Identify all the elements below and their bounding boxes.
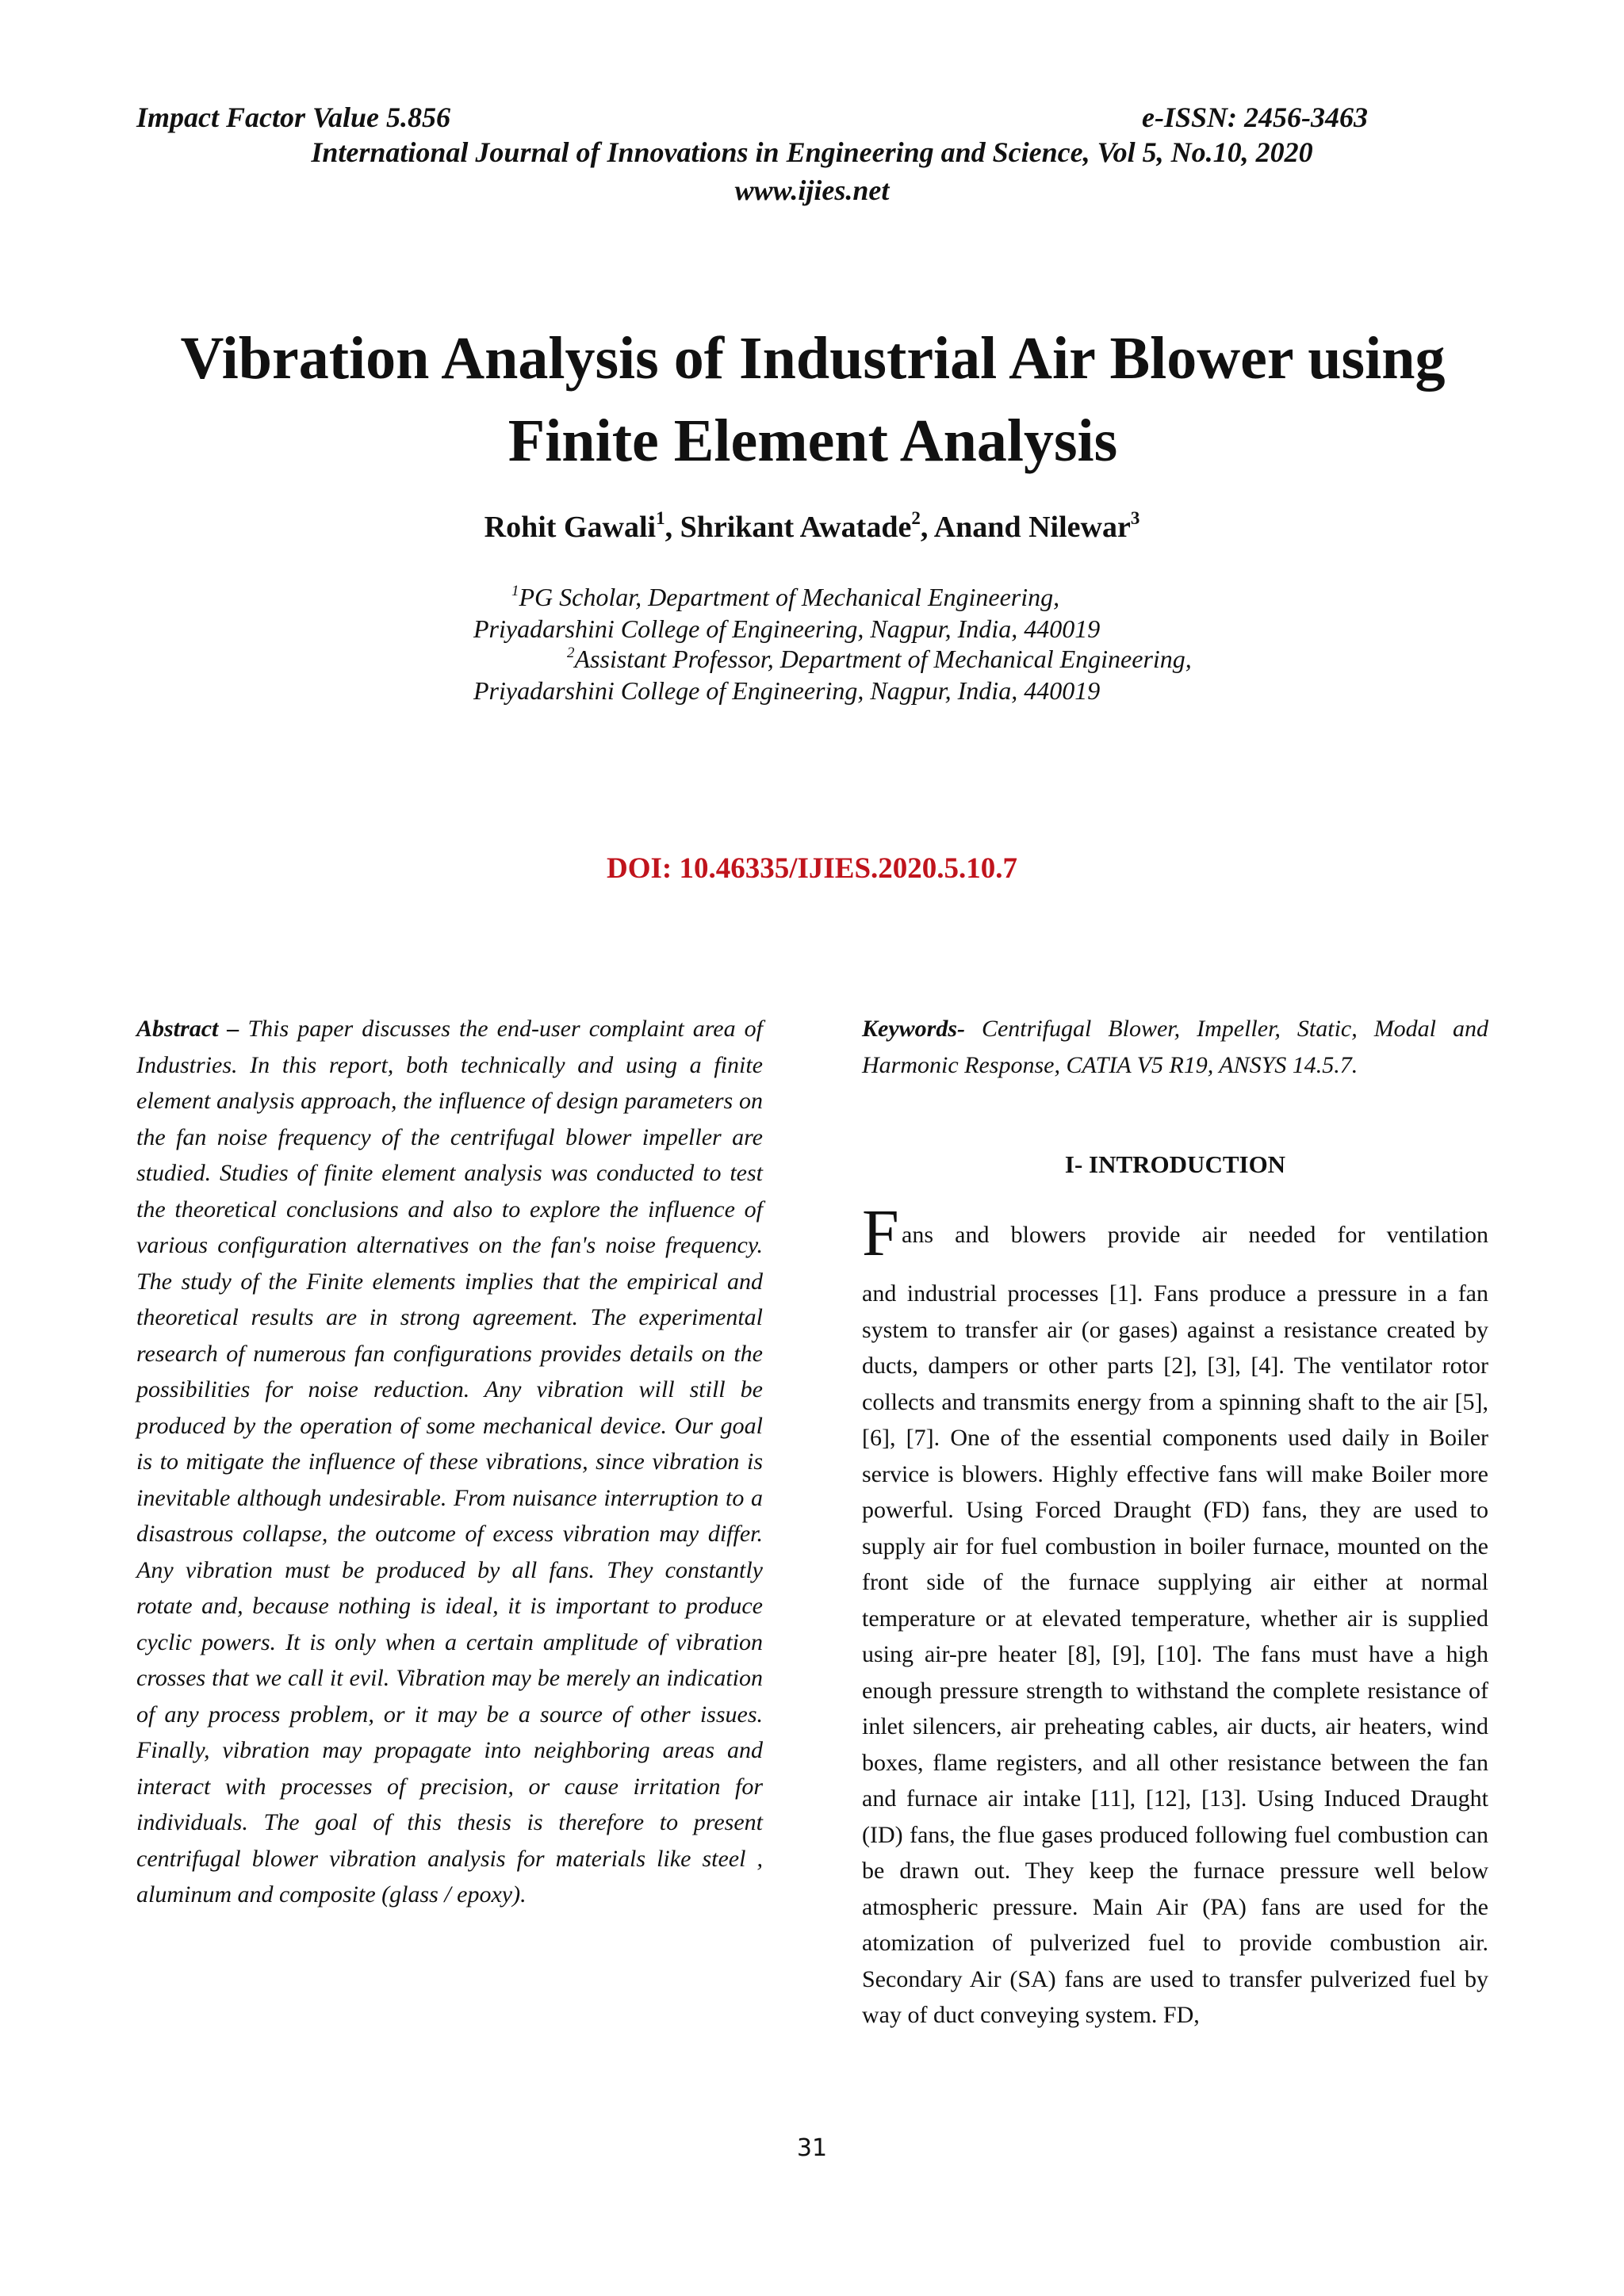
introduction-first-line-text: ans and blowers provide air needed for ventilation: [902, 1222, 1488, 1248]
paper-title: Vibration Analysis of Industrial Air Blower using Finite Element Analysis: [180, 325, 1446, 474]
author-separator: ,: [920, 511, 934, 544]
affiliation-1-line-1: [511, 582, 1059, 612]
affiliation-text: Assistant Professor, Department of Mechanical Engineering,: [574, 645, 1192, 673]
affiliation-mark: 1: [511, 583, 519, 599]
abstract-text: This paper discusses the end-user complaint area of Industries. In this report, both technically and using a finite element analysis approach, the influence of design parameters on the fan noise frequency of the centrifugal blower impeller are studied. Studies of finite element analysis was conducted to test the theoretical conclusions and also to explore the influence of various configuration alternatives on the fan's noise frequency. The study of the Finite elements implies that the empirical and theoretical results are in strong agreement. The experimental research of numerous fan configurations provides details on the possibilities for noise reduction. Any vibration will still be produced by the operation of some mechanical device. Our goal is to mitigate the influence of these vibrations, since vibration is inevitable although undesirable. From nuisance interruption to a disastrous collapse, the outcome of excess vibration may differ. Any vibration must be produced by all fans. They constantly rotate and, because nothing is ideal, it is important to produce cyclic powers. It is only when a certain amplitude of vibration crosses that we call it evil. Vibration may be merely an indication of any process problem, or it may be a source of other issues. Finally, vibration may propagate into neighboring areas and interact with processes of precision, or cause irritation for individuals. The goal of this thesis is therefore to present centrifugal blower vibration analysis for materials like steel , aluminum and composite (glass / epoxy).: [136, 1016, 764, 1908]
affiliation-1-line-2: Priyadarshini College of Engineering, Nagpur, India, 440019: [473, 614, 1101, 643]
introduction-paragraph: and industrial processes [1]. Fans produce a pressure in a fan system to transfer air (or gases) against a resistance created by ducts, dampers or other parts [2], [3], [4]. The ventilator rotor collects and transmits energy from a spinning shaft to the air [5], [6], [7]. One of the essential components used daily in Boiler service is blowers. Highly effective fans will make Boiler more powerful. Using Forced Draught (FD) fans, they are used to supply air for fuel combustion in boiler furnace, mounted on the front side of the furnace supplying air either at normal temperature or at elevated temperature, whether air is supplied using air-pre heater [8], [9], [10]. The fans must have a high enough pressure strength to withstand the complete resistance of inlet silencers, air preheating cables, air ducts, air heaters, wind boxes, flame registers, and all other resistance between the fan and furnace air intake [11], [12], [13]. Using Induced Draught (ID) fans, the flue gases produced following fuel combustion can be drawn out. They keep the furnace pressure well below atmospheric pressure. Main Air (PA) fans are used for the atomization of pulverized fuel to provide combustion air. Secondary Air (SA) fans are used to transfer pulverized fuel by way of duct conveying system. FD,: [862, 1280, 1488, 2028]
keywords-label: Keywords-: [862, 1016, 965, 1042]
author-affiliation-mark: 2: [911, 508, 921, 528]
abstract: [136, 1011, 763, 1913]
section-heading-introduction: I- INTRODUCTION: [1064, 1150, 1286, 1178]
header-issn: e-ISSN: 2456-3463: [1142, 101, 1368, 133]
doi-link[interactable]: DOI: 10.46335/IJIES.2020.5.10.7: [606, 852, 1018, 885]
author-affiliation-mark: 3: [1130, 508, 1140, 528]
header-journal-name: International Journal of Innovations in Engineering and Science, Vol 5, No.10, 2020: [311, 136, 1313, 168]
author-affiliation-mark: 1: [656, 508, 665, 528]
abstract-label: Abstract –: [136, 1016, 239, 1042]
drop-cap: F: [862, 1196, 899, 1270]
author-name: Anand Nilewar: [933, 511, 1131, 544]
keywords: [862, 1011, 1488, 1083]
affiliation-mark: 2: [567, 645, 575, 661]
introduction-body: [862, 1196, 1488, 2034]
header-website: www.ijies.net: [734, 174, 890, 206]
author-separator: ,: [665, 511, 680, 544]
header-impact-factor: Impact Factor Value 5.856: [136, 101, 451, 133]
affiliation-2-line-1: [567, 644, 1192, 674]
introduction-first-line: [862, 1196, 1488, 1276]
keywords-text: Centrifugal Blower, Impeller, Static, Modal and Harmonic Response, CATIA V5 R19, ANSYS 14.5.7.: [862, 1016, 1488, 1078]
author-list: [0, 507, 1624, 547]
author-name: Shrikant Awatade: [680, 511, 912, 544]
author-name: Rohit Gawali: [484, 511, 657, 544]
affiliation-2-line-2: Priyadarshini College of Engineering, Nagpur, India, 440019: [473, 676, 1101, 705]
affiliation-text: PG Scholar, Department of Mechanical Engineering,: [519, 583, 1060, 611]
page-number: 31: [796, 2134, 828, 2162]
